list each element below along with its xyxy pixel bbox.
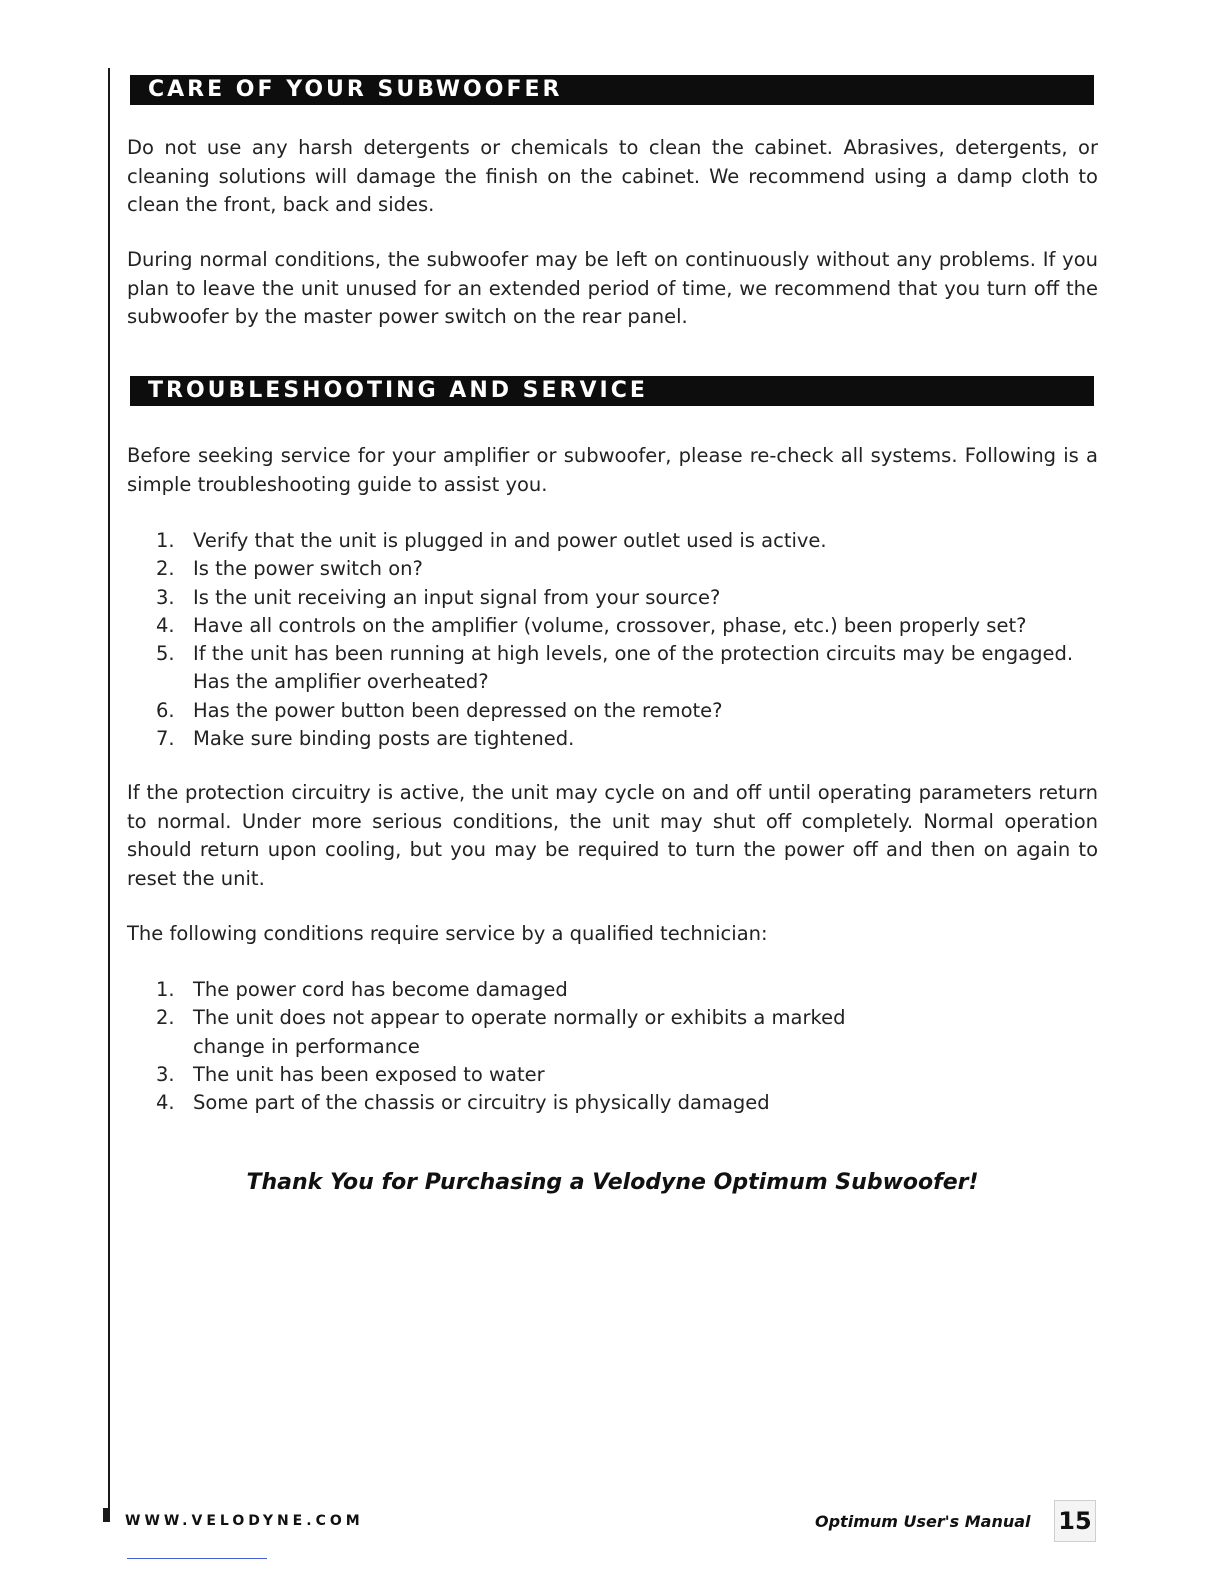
list-item-number: 1. — [156, 529, 175, 552]
troubleshooting-intro: Before seeking service for your amplifier or subwoofer, please re-check all systems. Following is a simple troubleshooting guide to assist you. — [127, 444, 1098, 496]
list-item-number: 1. — [156, 978, 175, 1001]
troubleshooting-checklist — [150, 527, 1100, 753]
list-item-text: The unit has been exposed to water — [193, 1062, 545, 1086]
care-heading: CARE OF YOUR SUBWOOFER — [130, 75, 1094, 105]
list-item-number: 6. — [156, 698, 175, 722]
footer-website-link[interactable]: WWW.VELODYNE.COM — [125, 1513, 364, 1529]
list-item-number: 5. — [156, 642, 175, 666]
footer-manual-title: Optimum User's Manual — [815, 1512, 1031, 1531]
list-item — [150, 584, 1100, 612]
thank-you-message: Thank You for Purchasing a Velodyne Optimum Subwoofer! — [246, 1170, 979, 1195]
protection-paragraph: If the protection circuitry is active, the unit may cycle on and off until operating parameters return to normal. Under more serious conditions, the unit may shut off completely. Normal operation should return upon cooling, but you may be required to turn the power off and then on again to reset the unit. — [127, 781, 1098, 890]
list-item-text: Some part of the chassis or circuitry is physically damaged — [193, 1091, 770, 1115]
list-item-text: Verify that the unit is plugged in and power outlet used is active. — [193, 529, 827, 552]
footer-underline — [127, 1558, 267, 1559]
margin-rule-marker — [103, 1508, 110, 1522]
troubleshooting-heading: TROUBLESHOOTING AND SERVICE — [130, 376, 1094, 406]
care-paragraph-1: Do not use any harsh detergents or chemicals to clean the cabinet. Abrasives, detergents, or cleaning solutions will damage the finish on the cabinet. We recommend using a damp cloth to clean the front, back and sides. — [127, 136, 1098, 216]
list-item-text: If the unit has been running at high levels, one of the protection circuits may be engaged. Has the amplifier overheated? — [193, 642, 1074, 694]
list-item-number: 4. — [156, 1091, 175, 1115]
list-item — [150, 1089, 890, 1117]
list-item — [150, 1061, 890, 1089]
list-item-number: 3. — [156, 585, 175, 609]
list-item-number: 4. — [156, 613, 175, 637]
list-item — [150, 612, 1100, 640]
list-item — [150, 976, 890, 1004]
list-item-number: 2. — [156, 557, 175, 581]
list-item-text: The unit does not appear to operate normally or exhibits a marked change in performance — [193, 1006, 846, 1058]
page-number: 15 — [1054, 1500, 1096, 1542]
list-item-text: Is the unit receiving an input signal from your source? — [193, 585, 721, 609]
list-item — [150, 555, 1100, 583]
list-item-text: Is the power switch on? — [193, 557, 423, 581]
list-item — [150, 1004, 890, 1061]
list-item-text: The power cord has become damaged — [193, 978, 568, 1001]
list-item — [150, 725, 1100, 753]
list-item-number: 3. — [156, 1062, 175, 1086]
care-paragraph-2: During normal conditions, the subwoofer may be left on continuously without any problems. If you plan to leave the unit unused for an extended period of time, we recommend that you turn off the subwoofer by the master power switch on the rear panel. — [127, 248, 1098, 328]
list-item-number: 7. — [156, 727, 175, 751]
list-item-text: Make sure binding posts are tightened. — [193, 727, 575, 751]
list-item — [150, 697, 1100, 725]
service-intro: The following conditions require service by a qualified technician: — [127, 922, 768, 945]
margin-rule — [108, 68, 110, 1518]
service-conditions-list — [150, 976, 890, 1117]
list-item-number: 2. — [156, 1006, 175, 1030]
list-item-text: Have all controls on the amplifier (volume, crossover, phase, etc.) been properly set? — [193, 613, 1027, 637]
list-item — [150, 640, 1100, 697]
list-item-text: Has the power button been depressed on the remote? — [193, 698, 723, 722]
list-item — [150, 527, 1100, 555]
